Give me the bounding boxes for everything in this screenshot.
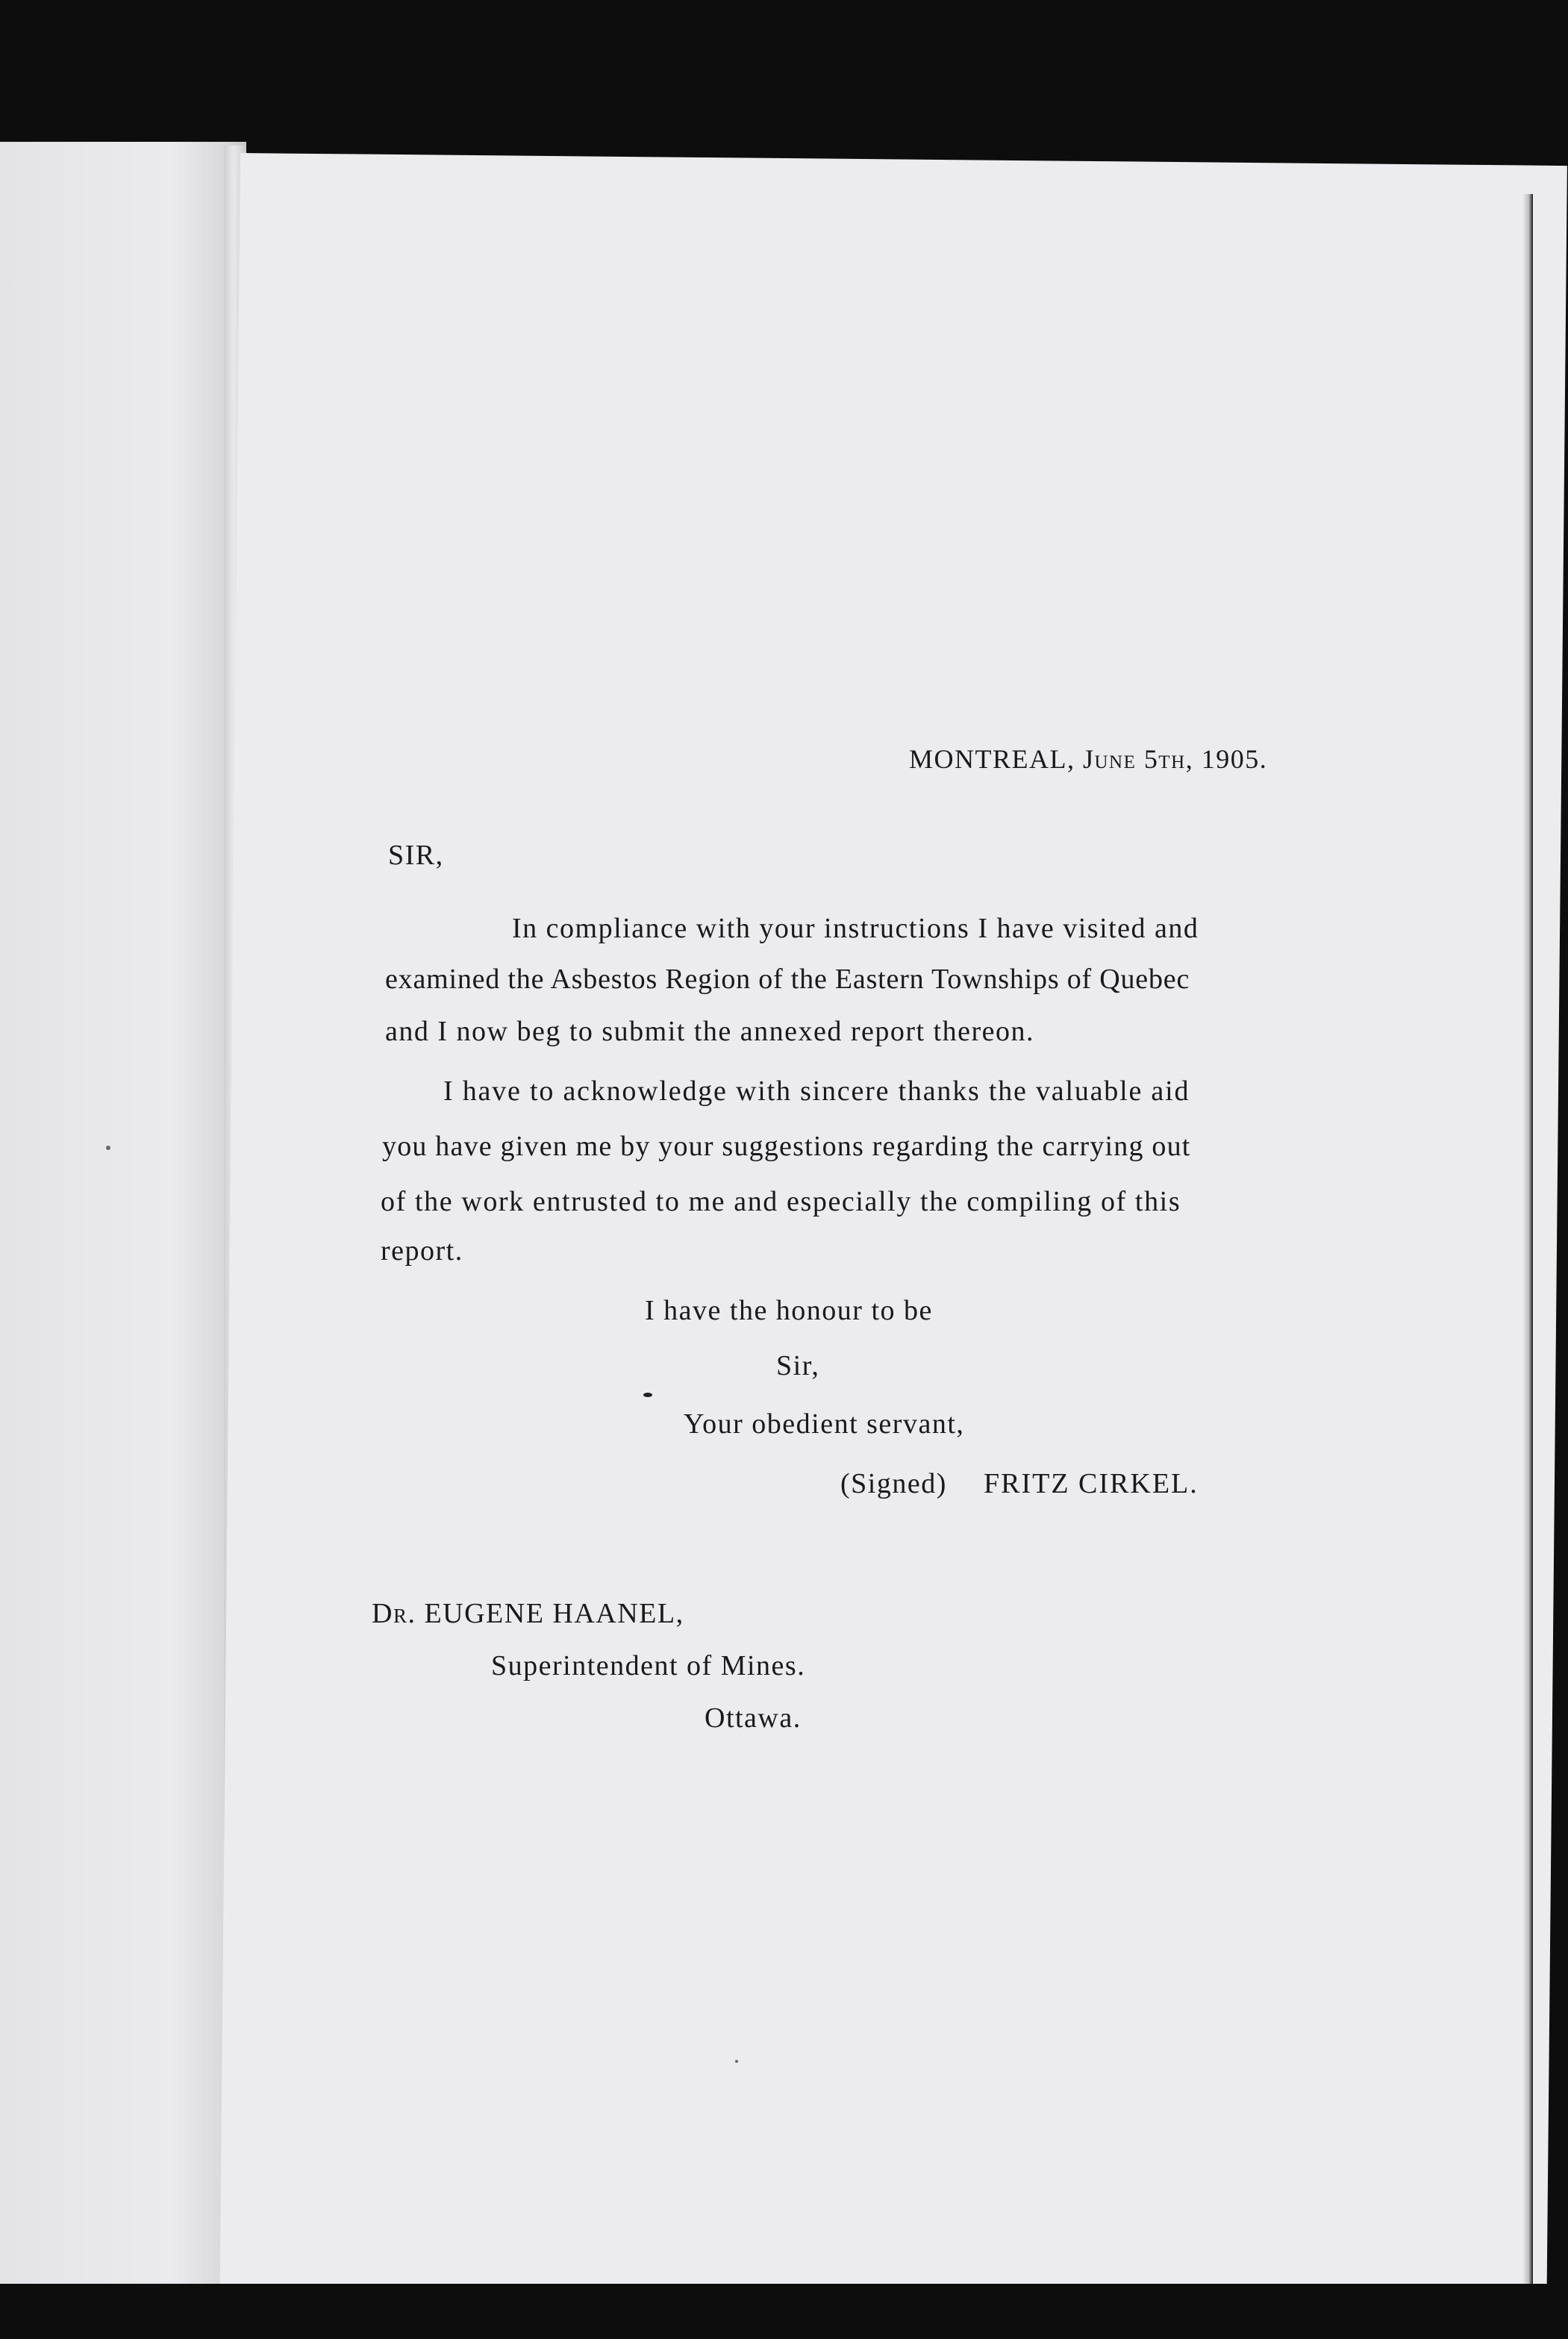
dust-speck xyxy=(735,2060,738,2063)
paragraph-2-line-2: you have given me by your suggestions regarding the carrying out xyxy=(382,1131,1191,1162)
paragraph-2-line-1: I have to acknowledge with sincere thanks the valuable aid xyxy=(443,1075,1190,1107)
paragraph-1-line-2: examined the Asbestos Region of the Eastern Townships of Quebec xyxy=(385,964,1190,995)
dateline: MONTREAL, June 5th, 1905. xyxy=(909,744,1268,774)
dust-speck xyxy=(106,1146,110,1150)
closing-line-2: Sir, xyxy=(776,1350,820,1381)
paragraph-2-line-3: of the work entrusted to me and especially the compiling of this xyxy=(381,1186,1181,1217)
addressee-name: Dr. EUGENE HAANEL, xyxy=(372,1598,684,1629)
letter-page xyxy=(219,153,1567,2308)
addressee-city: Ottawa. xyxy=(705,1702,802,1734)
salutation: SIR, xyxy=(388,840,444,871)
page-edge xyxy=(1522,194,1533,2299)
paragraph-2-line-4: report. xyxy=(381,1235,463,1267)
left-facing-page xyxy=(0,142,246,2284)
scan-border-bottom xyxy=(0,2284,1568,2339)
closing-line-3: Your obedient servant, xyxy=(684,1408,965,1440)
closing-line-1: I have the honour to be xyxy=(645,1295,933,1326)
addressee-title: Superintendent of Mines. xyxy=(491,1650,806,1681)
paragraph-1-line-3: and I now beg to submit the annexed report thereon. xyxy=(385,1016,1035,1047)
paragraph-1-line-1: In compliance with your instructions I have visited and xyxy=(512,913,1199,944)
signed-label: (Signed) xyxy=(840,1468,947,1499)
signature-name: FRITZ CIRKEL. xyxy=(984,1468,1199,1499)
ink-mark xyxy=(643,1393,652,1397)
